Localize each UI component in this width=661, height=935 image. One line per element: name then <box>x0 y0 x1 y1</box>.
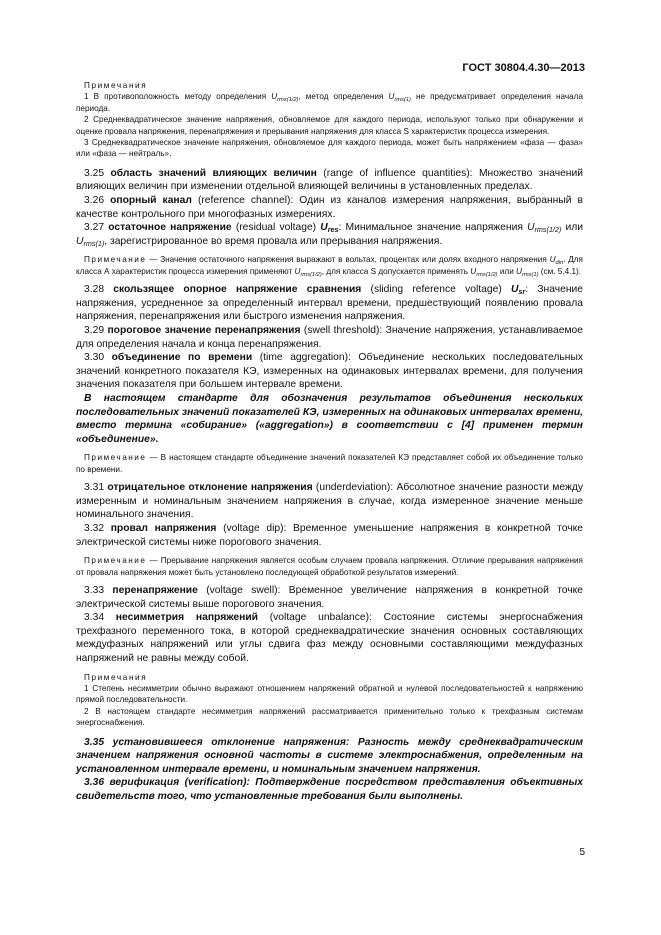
term-3-30: 3.30 объединение по времени (time aggregation): Объединение нескольких последовательных значений конкретного показателя КЭ, измеренных на одинаковых интервалах времени, для получения значения показателя при большем интервале времени. <box>76 352 584 391</box>
term-3-32: 3.32 провал напряжения (voltage dip): Временное уменьшение напряжения в конкретной точке электрической системы ниже порогового значения. <box>76 522 583 548</box>
term-3-34: 3.34 несимметрия напряжений (voltage unbalance): Состояние системы энергоснабжения трехфазного переменного тока, в которой среднеквадратические значения основных составляющих междуфазных напряжений или углы сдвига фаз между основными составляющими междуфазных напряжений не равны между собой. <box>76 612 583 664</box>
note-item: 2 В настоящем стандарте несимметрия напряжений рассматривается применительно только к трехфазным системам энергоснабжения. <box>76 706 583 728</box>
note-item: 1 В противоположность методу определения $U_{rms(1/2)}$, метод определения $U_{rms(1)}$ не предусматривает определения начала периода. <box>76 92 584 113</box>
term-3-27: 3.27 остаточное напряжение (residual voltage) $U_{res}$: Минимальное значение напряжения $U_{rms(1/2)}$ или $U_{rms(1)}$, зарегистрированное во время провала или прерывания напряжения. <box>76 222 583 248</box>
note-3-32: Примечание — Прерывание напряжения является особым случаем провала напряжения. Отличие прерывания напряжения от провала напряжения может быть установлено последующей обработкой результатов измерений. <box>76 556 583 577</box>
note-3-27: Примечание — Значение остаточного напряжения выражают в вольтах, процентах или долях входного напряжения $U_{din}$. Для класса А характеристик процесса измерения применяют $U_{rms(1/2)}$, для класса S допускается применять $U_{rms(1/2)}$ или $U_{rms(1)}$ (см. 5.4.1). <box>76 255 583 278</box>
term-3-29: 3.29 пороговое значение перенапряжения (swell threshold): Значение напряжения, устанавливаемое для определения начала и конца перенапряжения. <box>76 325 583 350</box>
notes-title: Примечания <box>84 81 148 90</box>
note-3-30: Примечание — В настоящем стандарте объединение значений показателей КЭ представляет собой их объединение только по времени. <box>76 453 583 474</box>
standard-header: ГОСТ 30804.4.30—2013 <box>462 62 585 74</box>
term-3-36: 3.36 верификация (verification): Подтверждение посредством представления объективных свидетельств того, что установленные требования были выполнены. <box>76 777 583 802</box>
italic-paragraph-3-30: В настоящем стандарте для обозначения результатов объединения нескольких последовательных значений показателей КЭ, измеренных на одинаковых интервалах времени, вместо термина «собирание» («aggregation») в соответствии с [4] применен термин «объединение». <box>76 392 583 445</box>
term-3-25: 3.25 область значений влияющих величин (range of influence quantities): Множество значений влияющих величин при изменении отдельной влияющей величины в установленных пределах. <box>76 167 583 193</box>
term-3-28: 3.28 скользящее опорное напряжение сравнения (sliding reference voltage) $U_{sr}$: Значение напряжения, усредненное за определенный интервал времени, предшествующий появлению провала напряжения, перенапряжения или быстрого изменения напряжения. <box>76 284 583 323</box>
term-3-33: 3.33 перенапряжение (voltage swell): Временное увеличение напряжения в конкретной точке электрической системы выше порогового значения. <box>76 584 584 610</box>
term-3-31: 3.31 отрицательное отклонение напряжения (underdeviation): Абсолютное значение разности между измеренным и номинальным значением напряжения в случае, когда измеренное значение меньше номинального значения. <box>76 482 584 521</box>
notes-title: Примечания <box>84 672 148 682</box>
note-item: 1 Степень несимметрии обычно выражают отношением напряжений обратной и нулевой последовательностей к напряжению прямой последовательности. <box>76 683 583 705</box>
note-item: 3 Среднеквадратическое значение напряжения, обновляемое для каждого периода, может быть напряжением «фаза — фаза» или «фаза — нейтраль». <box>76 138 583 159</box>
page-number: 5 <box>579 847 585 858</box>
document-body <box>76 80 583 804</box>
term-3-26: 3.26 опорный канал (reference channel): Один из каналов измерения напряжения, выбранный в качестве контрольного при многофазных измерениях. <box>76 195 584 220</box>
note-item: 2 Среднеквадратическое значение напряжения, обновляемое для каждого периода, используют только при обнаружении и оценке провала напряжения, перенапряжения и прерывания напряжения для класса S характеристик процесса измерения. <box>76 115 583 136</box>
term-3-35: 3.35 установившееся отклонение напряжения: Разность между среднеквадратическим значением напряжения основной частоты в системе электроснабжения, определенным на установленном интервале времени, и номинальным значением напряжения. <box>76 736 583 775</box>
